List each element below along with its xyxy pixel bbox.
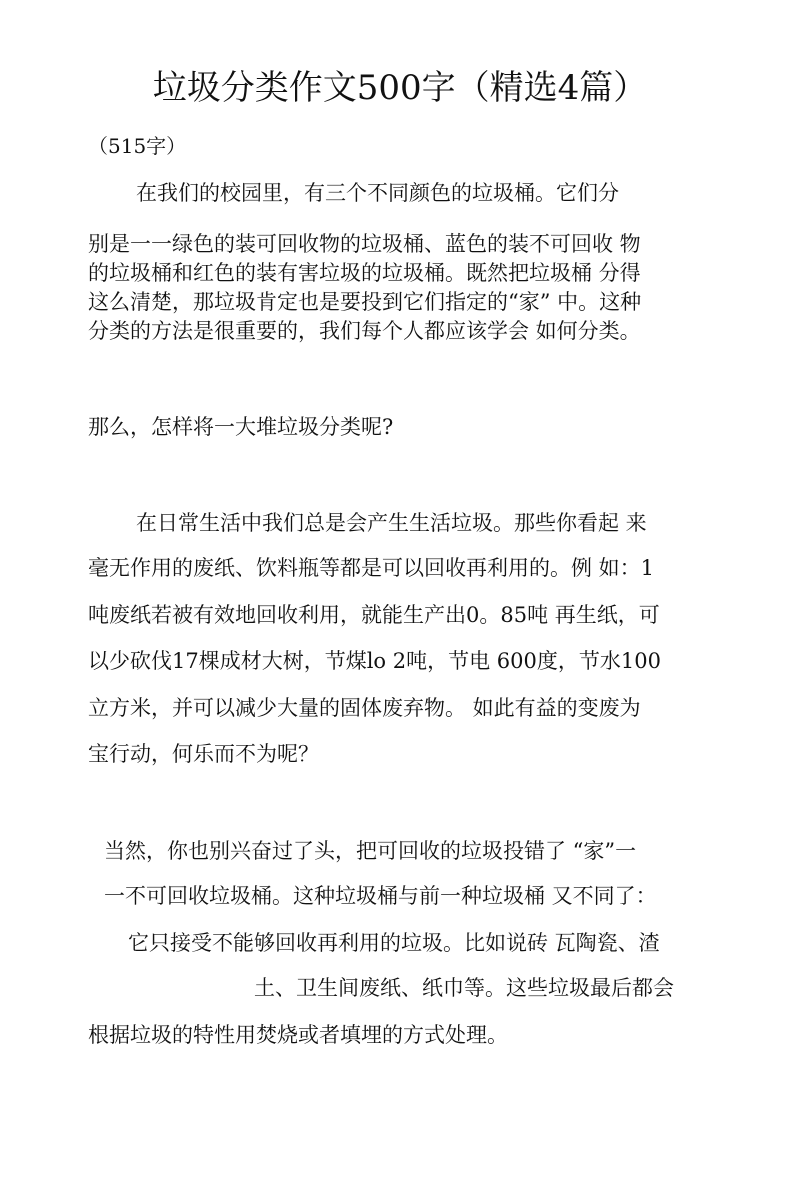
paragraph-3-line: 吨废纸若被有效地回收利用，就能生产出0。85吨 再生纸，可 bbox=[88, 603, 660, 627]
paragraph-1-line: 别是一一绿色的装可回收物的垃圾桶、蓝色的装不可回收 物 bbox=[88, 232, 641, 256]
document-title: 垃圾分类作文500字（精选4篇） bbox=[152, 68, 648, 108]
paragraph-4-line: 它只接受不能够回收再利用的垃圾。比如说砖 瓦陶瓷、渣 bbox=[128, 931, 660, 955]
paragraph-1-line: 在我们的校园里，有三个不同颜色的垃圾桶。它们分 bbox=[136, 181, 619, 205]
paragraph-3-line: 以少砍伐17棵成材大树，节煤lo 2吨，节电 600度，节水100 bbox=[88, 649, 661, 673]
paragraph-3-line: 立方米，并可以减少大量的固体废弃物。 如此有益的变废为 bbox=[88, 696, 641, 720]
paragraph-1-line: 这么清楚，那垃圾肯定也是要投到它们指定的“家” 中。这种 bbox=[88, 290, 642, 314]
paragraph-4-line: 当然，你也别兴奋过了头，把可回收的垃圾投错了 “家”一 bbox=[104, 839, 637, 863]
paragraph-4-line: 土、卫生间废纸、纸巾等。这些垃圾最后都会 bbox=[254, 976, 674, 1000]
paragraph-1-line: 分类的方法是很重要的，我们每个人都应该学会 如何分类。 bbox=[88, 319, 641, 343]
paragraph-2: 那么，怎样将一大堆垃圾分类呢? bbox=[88, 415, 394, 439]
word-count: （515字） bbox=[88, 134, 187, 158]
paragraph-1-line: 的垃圾桶和红色的装有害垃圾的垃圾桶。既然把垃圾桶 分得 bbox=[88, 261, 641, 285]
paragraph-4-line: 一不可回收垃圾桶。这种垃圾桶与前一种垃圾桶 又不同了： bbox=[104, 884, 657, 908]
paragraph-4-line: 根据垃圾的特性用焚烧或者填埋的方式处理。 bbox=[88, 1023, 508, 1047]
paragraph-3-line: 毫无作用的废纸、饮料瓶等都是可以回收再利用的。例 如：1 bbox=[88, 556, 655, 580]
paragraph-3-line: 宝行动，何乐而不为呢？ bbox=[88, 742, 319, 766]
paragraph-3-line: 在日常生活中我们总是会产生生活垃圾。那些你看起 来 bbox=[136, 511, 647, 535]
